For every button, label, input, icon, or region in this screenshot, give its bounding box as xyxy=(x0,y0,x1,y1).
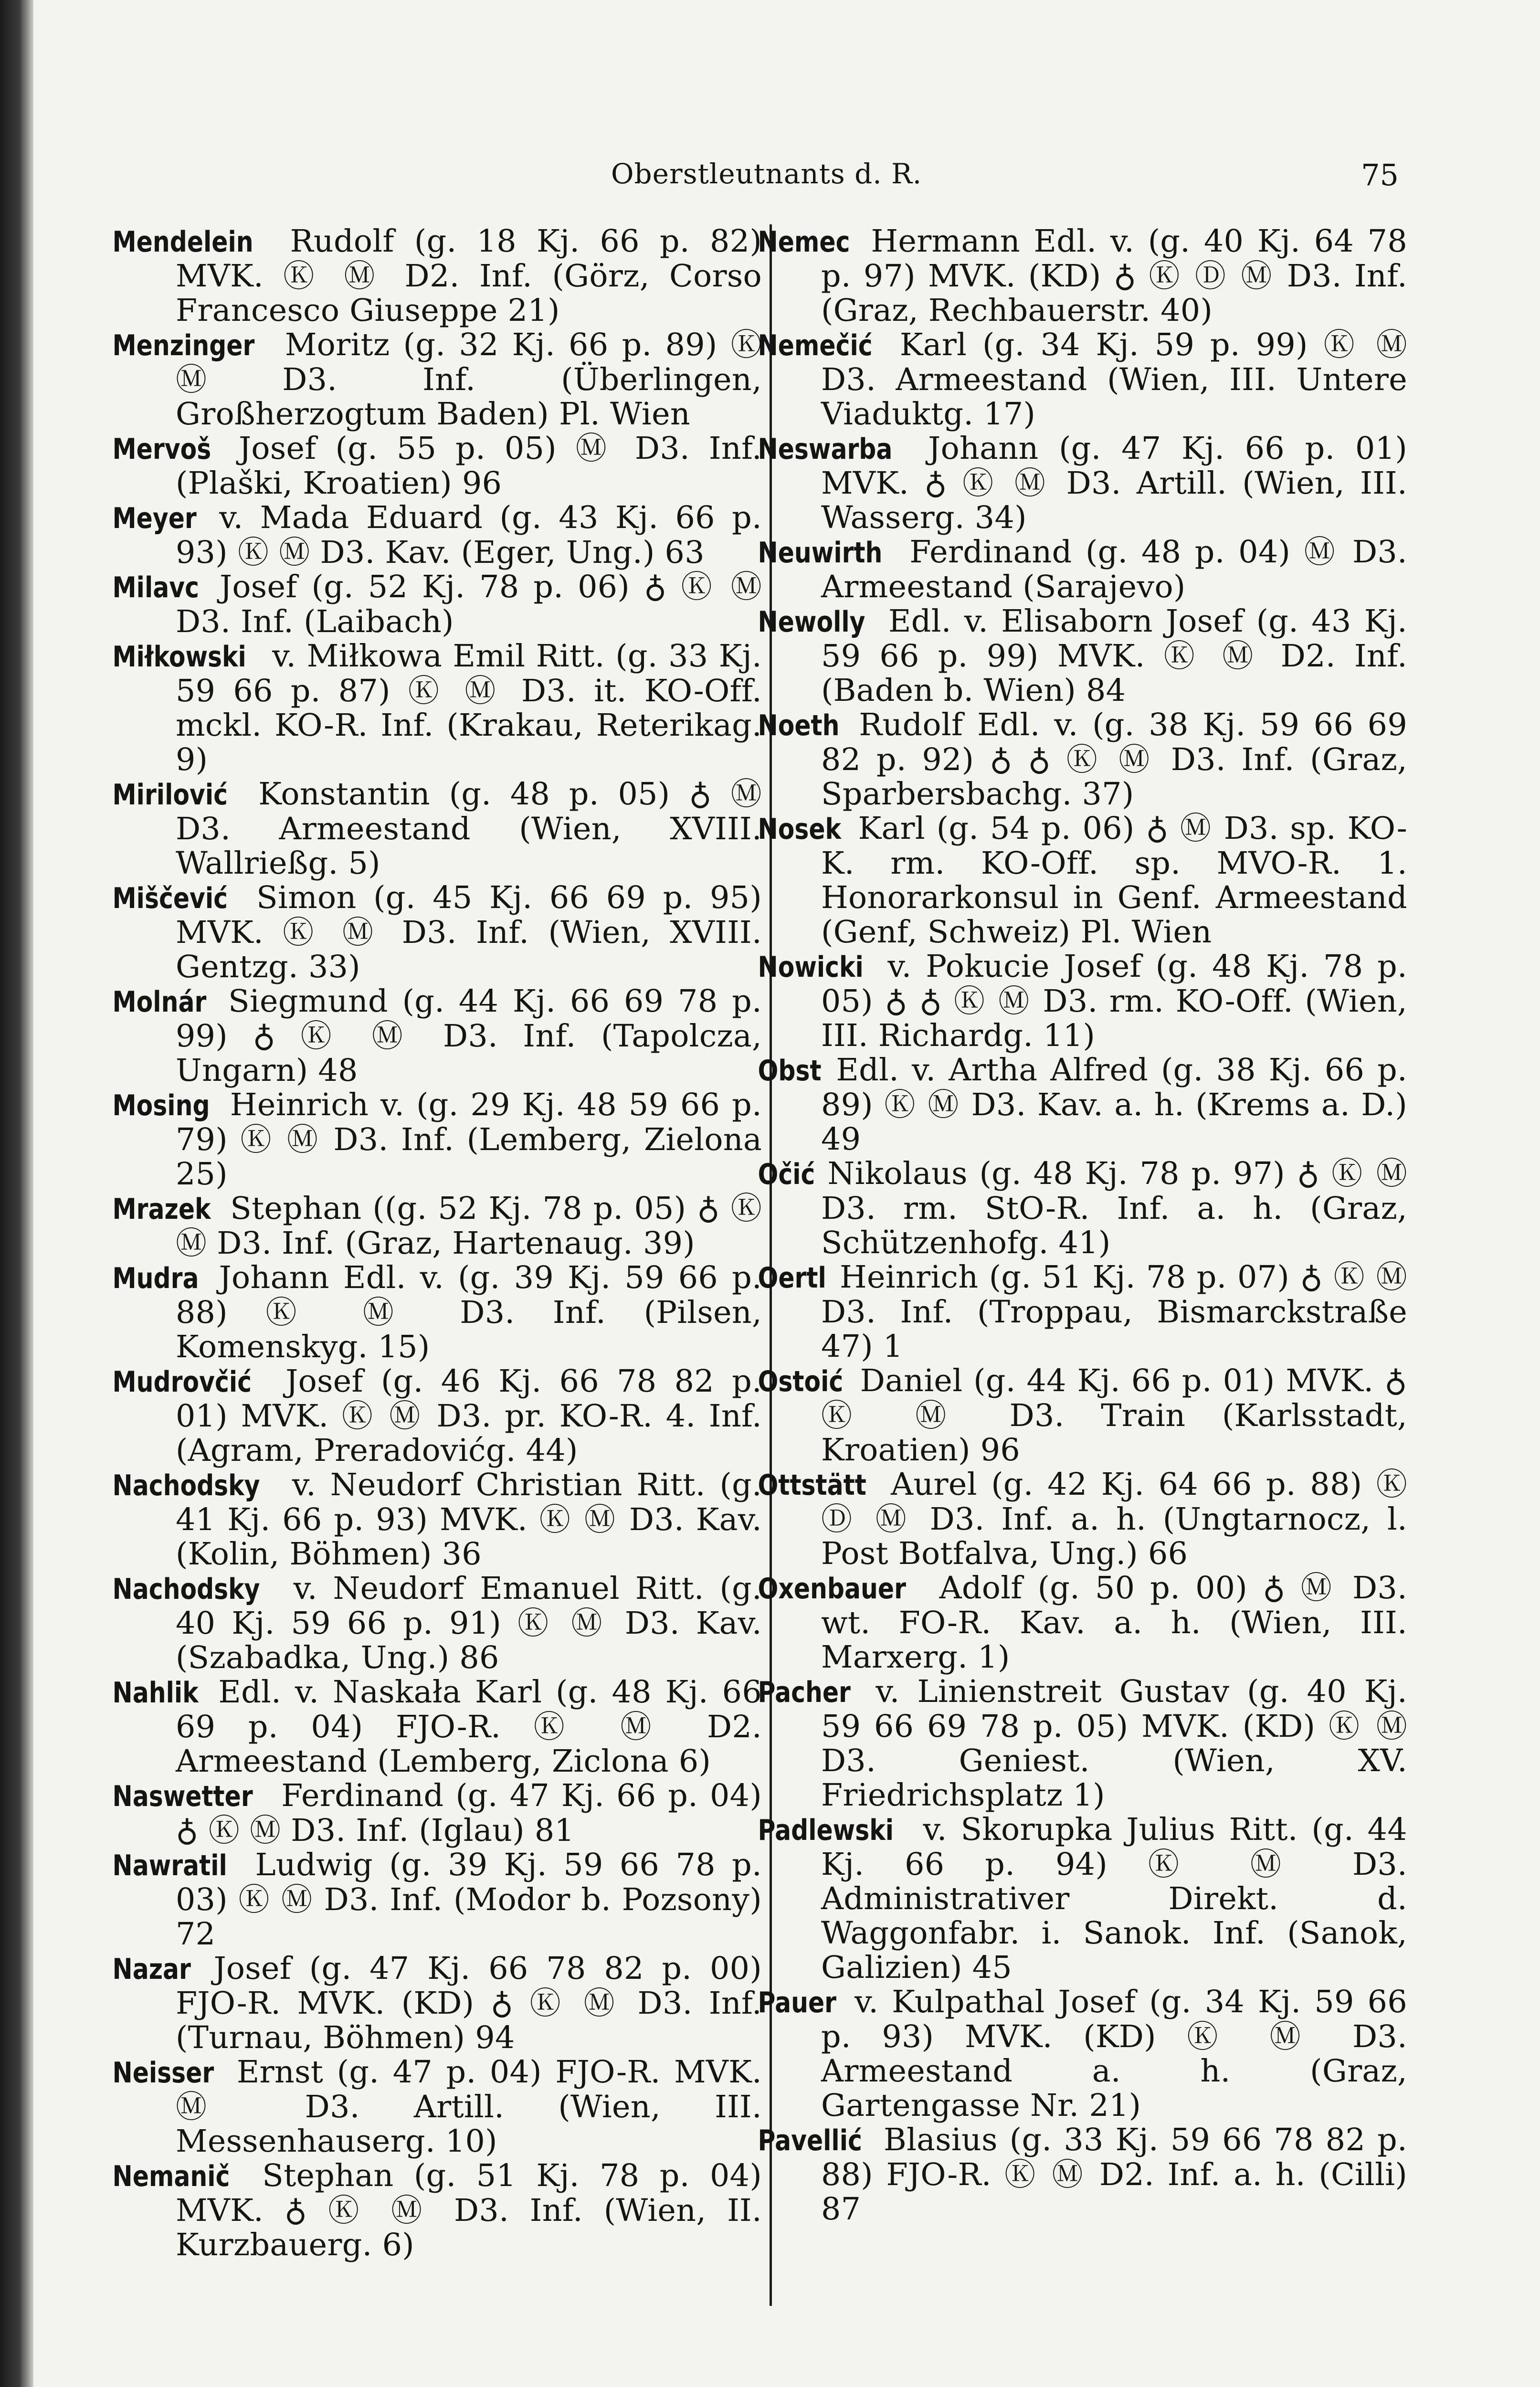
register-entry xyxy=(112,2054,762,2159)
entry-surname: Miłkowski xyxy=(112,640,246,674)
entry-details: Konstantin (g. 48 p. 05) ♁ Ⓜ D3. Armeestand (Wien, XVIII. Wallrießg. 5) xyxy=(176,776,762,881)
entry-surname: Ottstätt xyxy=(758,1468,866,1502)
register-entry xyxy=(112,500,762,570)
entry-surname: Miščević xyxy=(112,882,228,915)
register-entry xyxy=(758,603,1407,708)
entry-details: Heinrich (g. 51 Kj. 78 p. 07) ♁ Ⓚ Ⓜ D3. Inf. (Troppau, Bismarckstraße 47) 1 xyxy=(821,1259,1407,1364)
right-column xyxy=(758,223,1407,2227)
entry-surname: Nahlik xyxy=(112,1676,199,1710)
entry-surname: Molnár xyxy=(112,985,207,1019)
entry-surname: Mirilović xyxy=(112,778,228,812)
entry-surname: Pauer xyxy=(758,1986,837,2019)
register-entry xyxy=(758,1259,1407,1364)
entry-details: v. Skorupka Julius Ritt. (g. 44 Kj. 66 p. 94) Ⓚ Ⓜ D3. Administrativer Direkt. d. Waggonfabr. i. Sanok. Inf. (Sanok, Galizien) 45 xyxy=(821,1812,1407,1986)
entry-surname: Pavellić xyxy=(758,2124,862,2157)
entry-details: Nikolaus (g. 48 Kj. 78 p. 97) ♁ Ⓚ Ⓜ D3. rm. StO-R. Inf. a. h. (Graz, Schützenhofg. 41) xyxy=(821,1156,1407,1261)
register-entry xyxy=(112,1260,762,1365)
entry-details: v. Linienstreit Gustav (g. 40 Kj. 59 66 69 78 p. 05) MVK. (KD) Ⓚ Ⓜ D3. Geniest. (Wien, XV. Friedrichsplatz 1) xyxy=(821,1674,1407,1813)
entry-surname: Padlewski xyxy=(758,1814,894,1847)
entry-surname: Mendelein xyxy=(112,225,253,259)
entry-details: Josef (g. 55 p. 05) Ⓜ D3. Inf. (Plaški, Kroatien) 96 xyxy=(176,431,762,501)
entry-surname: Milavc xyxy=(112,571,199,604)
entry-details: Heinrich v. (g. 29 Kj. 48 59 66 p. 79) Ⓚ Ⓜ D3. Inf. (Lemberg, Zielona 25) xyxy=(176,1087,762,1192)
page-header xyxy=(611,158,1399,201)
register-entry xyxy=(112,880,762,985)
register-entry xyxy=(112,1951,762,2056)
entry-details: Karl (g. 54 p. 06) ♁ Ⓜ D3. sp. KO-K. rm. KO-Off. sp. MVO-R. 1. Honorarkonsul in Genf. Armeestand (Genf, Schweiz) Pl. Wien xyxy=(821,811,1407,950)
register-entry xyxy=(112,638,762,778)
register-entry xyxy=(112,983,762,1088)
entry-surname: Oxenbauer xyxy=(758,1572,906,1605)
entry-surname: Mudrovčić xyxy=(112,1365,252,1399)
register-entry xyxy=(758,1984,1407,2123)
register-entry xyxy=(112,1191,762,1261)
entry-details: Stephan (g. 51 Kj. 78 p. 04) MVK. ♁ Ⓚ Ⓜ D3. Inf. (Wien, II. Kurzbauerg. 6) xyxy=(176,2158,762,2263)
entry-surname: Očić xyxy=(758,1158,815,1191)
entry-details: Edl. v. Artha Alfred (g. 38 Kj. 66 p. 89) Ⓚ Ⓜ D3. Kav. a. h. (Krems a. D.) 49 xyxy=(821,1052,1407,1157)
binding-edge xyxy=(0,0,33,2387)
entry-details: v. Neudorf Emanuel Ritt. (g. 40 Kj. 59 66 p. 91) Ⓚ Ⓜ D3. Kav. (Szabadka, Ung.) 86 xyxy=(176,1571,762,1676)
register-entry xyxy=(112,1467,762,1572)
register-entry xyxy=(112,776,762,881)
entry-surname: Obst xyxy=(758,1054,822,1088)
entry-details: Josef (g. 46 Kj. 66 78 82 p. 01) MVK. Ⓚ Ⓜ D3. pr. KO-R. 4. Inf. (Agram, Preradovićg. 44) xyxy=(176,1363,762,1468)
entry-details: Johann Edl. v. (g. 39 Kj. 59 66 p. 88) Ⓚ Ⓜ D3. Inf. (Pilsen, Komenskyg. 15) xyxy=(176,1260,762,1365)
entry-details: Rudolf Edl. v. (g. 38 Kj. 59 66 69 82 p. 92) ♁ ♁ Ⓚ Ⓜ D3. Inf. (Graz, Sparbersbachg. 37) xyxy=(821,707,1407,812)
register-entry xyxy=(112,327,762,432)
register-entry xyxy=(758,949,1407,1054)
entry-surname: Nachodsky xyxy=(112,1469,260,1502)
entry-details: Rudolf (g. 18 Kj. 66 p. 82) MVK. Ⓚ Ⓜ D2. Inf. (Görz, Corso Francesco Giuseppe 21) xyxy=(176,223,762,328)
entry-details: Aurel (g. 42 Kj. 64 66 p. 88) Ⓚ Ⓓ Ⓜ D3. Inf. a. h. (Ungtarnocz, l. Post Botfalva, Ung.) 66 xyxy=(821,1467,1407,1572)
entry-details: Blasius (g. 33 Kj. 59 66 78 82 p. 88) FJO-R. Ⓚ Ⓜ D2. Inf. a. h. (Cilli) 87 xyxy=(821,2122,1407,2227)
register-entry xyxy=(112,569,762,640)
entry-surname: Newolly xyxy=(758,605,865,639)
register-entry xyxy=(758,327,1407,432)
entry-surname: Mervoš xyxy=(112,433,211,466)
entry-details: v. Mada Eduard (g. 43 Kj. 66 p. 93) Ⓚ Ⓜ D3. Kav. (Eger, Ung.) 63 xyxy=(176,500,762,570)
register-entry xyxy=(112,1674,762,1779)
entry-surname: Mosing xyxy=(112,1089,210,1122)
register-entry xyxy=(112,431,762,501)
entry-details: Karl (g. 34 Kj. 59 p. 99) Ⓚ Ⓜ D3. Armeestand (Wien, III. Untere Viaduktg. 17) xyxy=(821,327,1407,432)
register-entry xyxy=(758,1570,1407,1675)
entry-surname: Nemanič xyxy=(112,2160,230,2193)
entry-surname: Oertl xyxy=(758,1261,826,1295)
register-entry xyxy=(112,1571,762,1676)
register-entry xyxy=(112,1778,762,1848)
register-entry xyxy=(112,1847,762,1952)
entry-details: v. Pokucie Josef (g. 48 Kj. 78 p. 05) ♁ ♁ Ⓚ Ⓜ D3. rm. KO-Off. (Wien, III. Richardg. 11) xyxy=(821,949,1407,1054)
entry-surname: Neswarba xyxy=(758,433,893,466)
entry-details: Ludwig (g. 39 Kj. 59 66 78 p. 03) Ⓚ Ⓜ D3. Inf. (Modor b. Pozsony) 72 xyxy=(176,1847,762,1952)
page-number: 75 xyxy=(1361,158,1399,192)
entry-surname: Naswetter xyxy=(112,1780,253,1813)
entry-details: Stephan ((g. 52 Kj. 78 p. 05) ♁ Ⓚ Ⓜ D3. Inf. (Graz, Hartenaug. 39) xyxy=(176,1191,762,1261)
entry-surname: Noeth xyxy=(758,709,840,742)
register-entry xyxy=(758,1156,1407,1261)
entry-surname: Nosek xyxy=(758,813,842,846)
entry-details: Edl. v. Elisaborn Josef (g. 43 Kj. 59 66 p. 99) MVK. Ⓚ Ⓜ D2. Inf. (Baden b. Wien) 84 xyxy=(821,603,1407,708)
register-entry xyxy=(758,1052,1407,1157)
entry-details: Simon (g. 45 Kj. 66 69 p. 95) MVK. Ⓚ Ⓜ D3. Inf. (Wien, XVIII. Gentzg. 33) xyxy=(176,880,762,985)
entry-surname: Nemec xyxy=(758,225,850,259)
register-entry xyxy=(112,2158,762,2263)
entry-details: Hermann Edl. v. (g. 40 Kj. 64 78 p. 97) MVK. (KD) ♁ Ⓚ Ⓓ Ⓜ D3. Inf. (Graz, Rechbauerstr. 40) xyxy=(821,223,1407,328)
left-column xyxy=(112,223,762,2263)
register-entry xyxy=(758,1812,1407,1986)
entry-details: Ferdinand (g. 47 Kj. 66 p. 04) ♁ Ⓚ Ⓜ D3. Inf. (Iglau) 81 xyxy=(176,1778,762,1848)
register-entry xyxy=(758,1363,1407,1468)
register-entry xyxy=(112,1363,762,1468)
register-entry xyxy=(112,1087,762,1192)
entry-surname: Neisser xyxy=(112,2056,214,2090)
entry-surname: Nazar xyxy=(112,1953,191,1986)
entry-surname: Nemečić xyxy=(758,329,873,362)
entry-surname: Neuwirth xyxy=(758,536,883,570)
entry-details: Adolf (g. 50 p. 00) ♁ Ⓜ D3. wt. FO-R. Kav. a. h. (Wien, III. Marxerg. 1) xyxy=(821,1570,1407,1675)
entry-details: v. Kulpathal Josef (g. 34 Kj. 59 66 p. 93) MVK. (KD) Ⓚ Ⓜ D3. Armeestand a. h. (Graz, Gartengasse Nr. 21) xyxy=(821,1984,1407,2123)
entry-surname: Menzinger xyxy=(112,329,255,362)
entry-surname: Nachodsky xyxy=(112,1573,260,1606)
entry-details: Johann (g. 47 Kj. 66 p. 01) MVK. ♁ Ⓚ Ⓜ D3. Artill. (Wien, III. Wasserg. 34) xyxy=(821,431,1407,536)
entry-surname: Mudra xyxy=(112,1262,199,1295)
entry-details: v. Neudorf Christian Ritt. (g. 41 Kj. 66 p. 93) MVK. Ⓚ Ⓜ D3. Kav. (Kolin, Böhmen) 36 xyxy=(176,1467,762,1572)
entry-surname: Mrazek xyxy=(112,1193,211,1226)
entry-surname: Nawratil xyxy=(112,1849,227,1882)
register-entry xyxy=(758,534,1407,605)
running-head: Oberstleutnants d. R. xyxy=(611,158,922,190)
entry-details: Daniel (g. 44 Kj. 66 p. 01) MVK. ♁ Ⓚ Ⓜ D3. Train (Karlsstadt, Kroatien) 96 xyxy=(821,1363,1407,1468)
entry-details: v. Miłkowa Emil Ritt. (g. 33 Kj. 59 66 p. 87) Ⓚ Ⓜ D3. it. KO-Off. mckl. KO-R. Inf. (Krakau, Reterikag. 9) xyxy=(176,638,762,778)
entry-details: Siegmund (g. 44 Kj. 66 69 78 p. 99) ♁ Ⓚ Ⓜ D3. Inf. (Tapolcza, Ungarn) 48 xyxy=(176,983,762,1088)
register-entry xyxy=(758,431,1407,536)
register-entry xyxy=(758,1674,1407,1813)
register-entry xyxy=(758,223,1407,328)
entry-surname: Meyer xyxy=(112,502,197,535)
register-entry xyxy=(758,707,1407,812)
entry-details: Josef (g. 47 Kj. 66 78 82 p. 00) FJO-R. MVK. (KD) ♁ Ⓚ Ⓜ D3. Inf. (Turnau, Böhmen) 94 xyxy=(176,1951,762,2056)
entry-details: Moritz (g. 32 Kj. 66 p. 89) Ⓚ ⓂD3. Inf. (Überlingen, Großherzogtum Baden) Pl. Wien xyxy=(176,327,762,432)
entry-details: Ernst (g. 47 p. 04) FJO-R. MVK. Ⓜ D3. Artill. (Wien, III. Messenhauserg. 10) xyxy=(176,2054,762,2159)
register-entry xyxy=(112,223,762,328)
entry-details: Josef (g. 52 Kj. 78 p. 06) ♁ Ⓚ Ⓜ D3. Inf. (Laibach) xyxy=(176,569,762,640)
entry-details: Ferdinand (g. 48 p. 04) Ⓜ D3. Armeestand (Sarajevo) xyxy=(821,534,1407,605)
entry-details: Edl. v. Naskała Karl (g. 48 Kj. 66 69 p. 04) FJO-R. Ⓚ Ⓜ D2. Armeestand (Lemberg, Ziclona 6) xyxy=(176,1674,762,1779)
register-entry xyxy=(758,2122,1407,2227)
register-entry xyxy=(758,811,1407,950)
entry-surname: Pacher xyxy=(758,1676,851,1709)
entry-surname: Ostoić xyxy=(758,1365,844,1398)
register-entry xyxy=(758,1467,1407,1572)
entry-surname: Nowicki xyxy=(758,951,864,984)
